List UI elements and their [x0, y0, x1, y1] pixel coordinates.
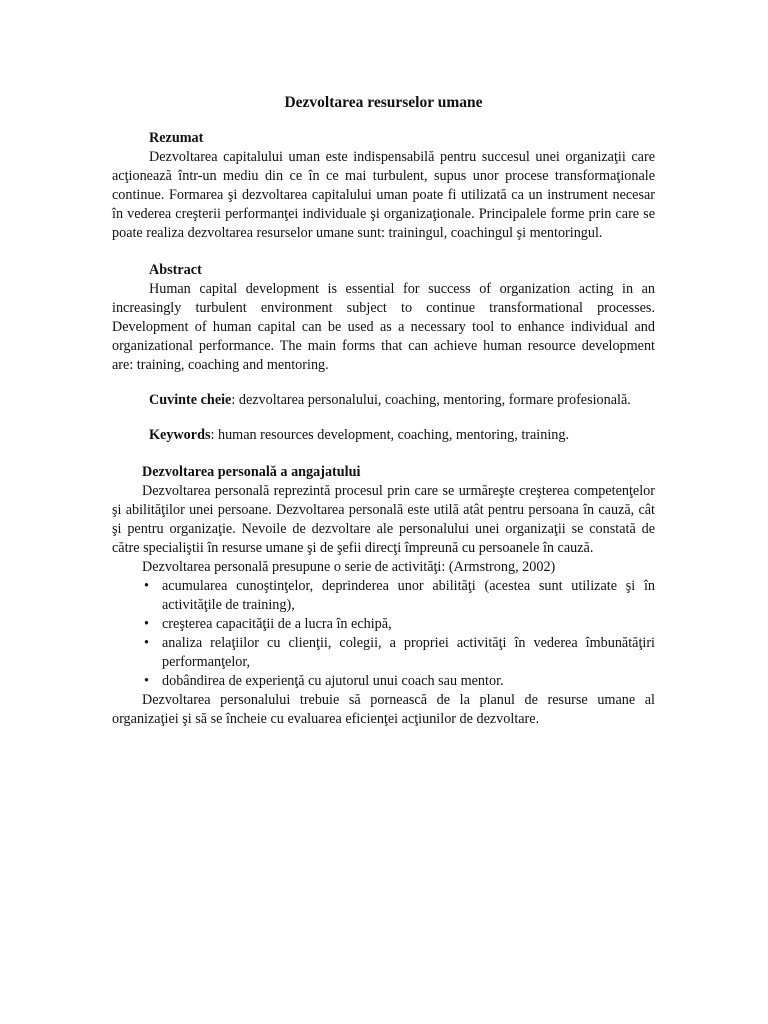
keywords-label: Keywords: [149, 427, 211, 443]
section-paragraph-2: Dezvoltarea personală presupune o serie de activităţi: (Armstrong, 2002): [142, 559, 556, 575]
list-item-text: creşterea capacităţii de a lucra în echipă,: [162, 616, 392, 632]
cuvinte-cheie-label: Cuvinte cheie: [149, 392, 232, 408]
bullet-icon: •: [144, 673, 149, 689]
rezumat-heading: Rezumat: [149, 130, 204, 146]
spacer: [112, 445, 655, 463]
list-item: [144, 672, 655, 691]
cuvinte-cheie-paragraph: [112, 391, 655, 410]
cuvinte-cheie-text: : dezvoltarea personalului, coaching, mentoring, formare profesională.: [231, 392, 631, 408]
list-item: [144, 634, 655, 672]
section-paragraph-3: Dezvoltarea personalului trebuie să pornească de la planul de resurse umane al organizaţiei şi să se încheie cu evaluarea eficienţei acţiunilor de dezvoltare.: [112, 692, 655, 727]
spacer: [112, 243, 655, 261]
section-heading: Dezvoltarea personală a angajatului: [142, 464, 361, 480]
abstract-heading: Abstract: [149, 262, 202, 278]
spacer: [112, 410, 655, 426]
document-page: [112, 93, 655, 729]
bullet-icon: •: [144, 635, 149, 651]
list-item-text: acumularea cunoştinţelor, deprinderea unor abilităţi (acestea sunt utilizate şi în activităţile de training),: [162, 578, 655, 613]
keywords-text: : human resources development, coaching, mentoring, training.: [210, 427, 570, 443]
keywords-paragraph: [112, 426, 655, 445]
document-title: Dezvoltarea resurselor umane: [284, 94, 483, 111]
list-item: [144, 577, 655, 615]
list-item-text: analiza relaţiilor cu clienţii, colegii, a propriei activităţi în vederea îmbunătăţiri performanţelor,: [162, 635, 655, 670]
spacer: [112, 375, 655, 391]
section-paragraph-1: Dezvoltarea personală reprezintă procesul prin care se urmăreşte creşterea competenţelor şi abilităţilor unei persoane. Dezvoltarea personală este utilă atât pentru persoana în cauză, cât şi pentru organizaţie. Nevoile de dezvoltare ale personalului unei organizaţii se constată de către specialiştii în resurse umane şi de şefii direcţi împreună cu persoanele în cauză.: [112, 483, 655, 556]
list-item-text: dobândirea de experienţă cu ajutorul unui coach sau mentor.: [162, 673, 504, 689]
bullet-icon: •: [144, 616, 149, 632]
bullet-icon: •: [144, 578, 149, 594]
rezumat-paragraph: Dezvoltarea capitalului uman este indispensabilă pentru succesul unei organizaţii care acţionează într-un mediu din ce în ce mai turbulent, supus unor procese transformaţionale continue. Formarea şi dezvoltarea capitalului uman poate fi utilizată ca un instrument necesar în vederea creşterii performanţei individuale şi organizaţionale. Principalele forme prin care se poate realiza dezvoltarea resurselor umane sunt: trainingul, coachingul şi mentoringul.: [112, 149, 655, 241]
list-item: [144, 615, 655, 634]
abstract-paragraph: Human capital development is essential for success of organization acting in an increasingly turbulent environment subject to continue transformational processes. Development of human capital can be used as a necessary tool to enhance individual and organizational performance. The main forms that can achieve human resource development are: training, coaching and mentoring.: [112, 281, 655, 373]
activities-list: [112, 577, 655, 691]
